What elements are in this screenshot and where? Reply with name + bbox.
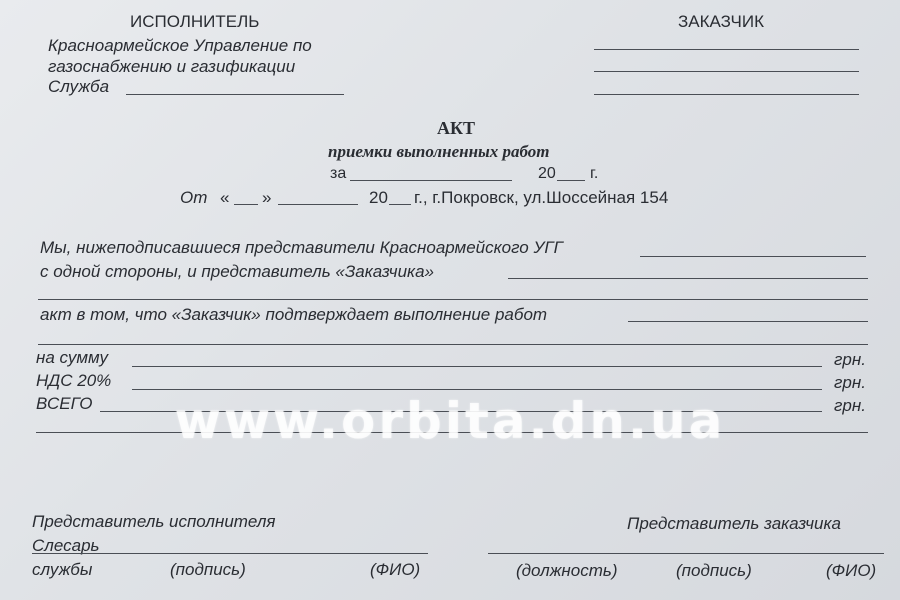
body-line-2: с одной стороны, и представитель «Заказчика» (40, 262, 434, 281)
customer-line-1 (594, 49, 859, 50)
date-day-line (234, 204, 258, 205)
act-subtitle: приемки выполненных работ (328, 142, 550, 161)
body-line-2-fill (508, 278, 868, 279)
executor-service-line (126, 94, 344, 95)
total-label: ВСЕГО (36, 394, 93, 413)
sum-currency: грн. (834, 350, 866, 369)
executor-org-line1: Красноармейское Управление по (48, 36, 312, 55)
executor-service-label: Служба (48, 77, 110, 96)
period-line (350, 180, 512, 181)
executor-title: ИСПОЛНИТЕЛЬ (130, 12, 260, 31)
executor-position: Слесарь (32, 536, 100, 555)
date-place: г., г.Покровск, ул.Шоссейная 154 (414, 188, 669, 207)
customer-signature-line (488, 553, 884, 554)
sum-label: на сумму (36, 348, 108, 367)
executor-service: службы (32, 560, 93, 579)
period-suffix: г. (590, 165, 599, 182)
period-year: 20 (538, 165, 556, 182)
executor-fio-caption: (ФИО) (370, 560, 421, 579)
total-currency: грн. (834, 396, 866, 415)
body-blank-line-2 (38, 344, 868, 345)
period-year-line (557, 180, 585, 181)
customer-signature-caption: (подпись) (676, 561, 752, 580)
sum-line (132, 366, 822, 367)
customer-line-2 (594, 71, 859, 72)
body-line-1: Мы, нижеподписавшиеся представители Красноармейского УГГ (40, 238, 563, 257)
executor-signature-caption: (подпись) (170, 560, 246, 579)
date-month-line (278, 204, 358, 205)
body-line-3: акт в том, что «Заказчик» подтверждает выполнение работ (40, 305, 548, 324)
vat-currency: грн. (834, 373, 866, 392)
date-close-quote: » (262, 188, 272, 207)
date-open-quote: « (220, 188, 230, 207)
watermark: www.orbita.dn.ua (174, 392, 726, 450)
executor-org-line2: газоснабжению и газификации (48, 57, 296, 76)
act-title: АКТ (437, 118, 476, 138)
vat-label: НДС 20% (36, 371, 112, 390)
body-line-3-fill (628, 321, 868, 322)
body-blank-line-1 (38, 299, 868, 300)
customer-rep-label: Представитель заказчика (627, 514, 841, 533)
customer-fio-caption: (ФИО) (826, 561, 877, 580)
vat-line (132, 389, 822, 390)
customer-title: ЗАКАЗЧИК (678, 12, 765, 31)
date-year: 20 (369, 188, 388, 207)
date-year-line (389, 204, 411, 205)
executor-signature-line (32, 553, 428, 554)
executor-rep-label: Представитель исполнителя (32, 512, 276, 531)
period-prefix: за (330, 165, 347, 182)
date-prefix: От (180, 188, 208, 207)
customer-line-3 (594, 94, 859, 95)
customer-position-caption: (должность) (516, 561, 618, 580)
body-line-1-fill (640, 256, 866, 257)
